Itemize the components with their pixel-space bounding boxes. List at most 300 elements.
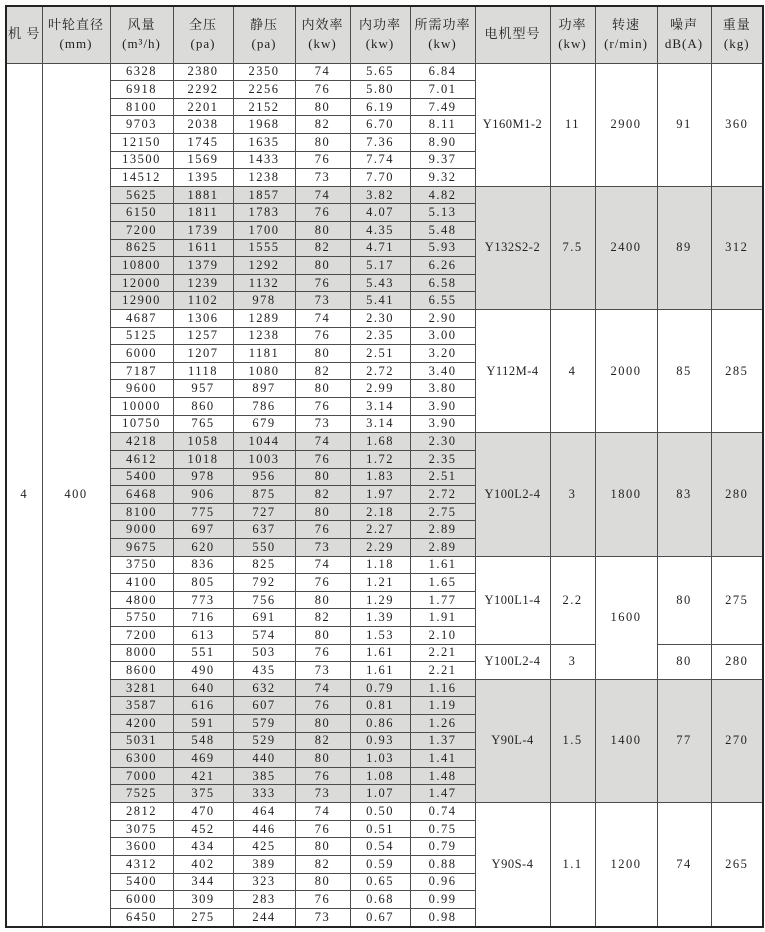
internal-power-cell: 0.59 (350, 855, 410, 873)
total-pressure-cell: 1018 (173, 450, 233, 468)
internal-efficiency-cell: 80 (295, 221, 350, 239)
static-pressure-cell: 574 (233, 627, 295, 645)
internal-efficiency-cell: 76 (295, 891, 350, 909)
noise-cell: 89 (657, 186, 711, 309)
static-pressure-cell: 244 (233, 908, 295, 927)
static-pressure-cell: 550 (233, 538, 295, 556)
required-power-cell: 8.90 (410, 133, 475, 151)
air-volume-cell: 5400 (110, 468, 173, 486)
total-pressure-cell: 765 (173, 415, 233, 433)
air-volume-cell: 8000 (110, 644, 173, 662)
col-header-impeller-diameter (42, 6, 110, 63)
total-pressure-cell: 2380 (173, 63, 233, 81)
col-header-unit: (mm) (59, 35, 93, 51)
air-volume-cell: 9000 (110, 521, 173, 539)
static-pressure-cell: 1181 (233, 345, 295, 363)
air-volume-cell: 12000 (110, 274, 173, 292)
internal-efficiency-cell: 80 (295, 257, 350, 275)
required-power-cell: 2.89 (410, 521, 475, 539)
header-row (6, 6, 763, 63)
static-pressure-cell: 425 (233, 838, 295, 856)
required-power-cell: 1.16 (410, 679, 475, 697)
static-pressure-cell: 2256 (233, 81, 295, 99)
static-pressure-cell: 1292 (233, 257, 295, 275)
col-header-internal-power (350, 6, 410, 63)
air-volume-cell: 3750 (110, 556, 173, 574)
static-pressure-cell: 632 (233, 679, 295, 697)
required-power-cell: 1.65 (410, 574, 475, 592)
required-power-cell: 1.37 (410, 732, 475, 750)
internal-efficiency-cell: 74 (295, 63, 350, 81)
noise-cell: 91 (657, 63, 711, 186)
total-pressure-cell: 1379 (173, 257, 233, 275)
weight-cell: 280 (711, 644, 763, 679)
internal-power-cell: 0.93 (350, 732, 410, 750)
table-header (6, 6, 763, 63)
static-pressure-cell: 1783 (233, 204, 295, 222)
motor-model-cell: Y112M-4 (475, 310, 550, 433)
internal-efficiency-cell: 76 (295, 204, 350, 222)
air-volume-cell: 9703 (110, 116, 173, 134)
air-volume-cell: 14512 (110, 169, 173, 187)
table-row (6, 433, 763, 451)
col-header-total-pressure (173, 6, 233, 63)
internal-power-cell: 1.68 (350, 433, 410, 451)
air-volume-cell: 5400 (110, 873, 173, 891)
static-pressure-cell: 579 (233, 715, 295, 733)
internal-power-cell: 2.27 (350, 521, 410, 539)
air-volume-cell: 7000 (110, 767, 173, 785)
internal-power-cell: 7.74 (350, 151, 410, 169)
static-pressure-cell: 607 (233, 697, 295, 715)
required-power-cell: 2.90 (410, 310, 475, 328)
total-pressure-cell: 1257 (173, 327, 233, 345)
static-pressure-cell: 1238 (233, 327, 295, 345)
weight-cell: 312 (711, 186, 763, 309)
internal-power-cell: 0.50 (350, 803, 410, 821)
motor-power-cell: 3 (550, 433, 595, 556)
internal-efficiency-cell: 76 (295, 820, 350, 838)
col-header-unit: (m³/h) (122, 35, 161, 51)
air-volume-cell: 4200 (110, 715, 173, 733)
required-power-cell: 2.35 (410, 450, 475, 468)
internal-power-cell: 7.36 (350, 133, 410, 151)
required-power-cell: 6.84 (410, 63, 475, 81)
table-row (6, 186, 763, 204)
col-header-unit: (kg) (723, 35, 750, 51)
internal-efficiency-cell: 76 (295, 81, 350, 99)
internal-power-cell: 6.70 (350, 116, 410, 134)
static-pressure-cell: 446 (233, 820, 295, 838)
internal-power-cell: 1.03 (350, 750, 410, 768)
col-header-label: 叶轮直径 (47, 16, 104, 32)
motor-model-cell: Y160M1-2 (475, 63, 550, 186)
static-pressure-cell: 727 (233, 503, 295, 521)
internal-power-cell: 0.86 (350, 715, 410, 733)
table-row (6, 310, 763, 328)
internal-power-cell: 7.70 (350, 169, 410, 187)
total-pressure-cell: 591 (173, 715, 233, 733)
internal-efficiency-cell: 73 (295, 908, 350, 927)
total-pressure-cell: 697 (173, 521, 233, 539)
required-power-cell: 2.30 (410, 433, 475, 451)
static-pressure-cell: 691 (233, 609, 295, 627)
internal-efficiency-cell: 73 (295, 169, 350, 187)
total-pressure-cell: 775 (173, 503, 233, 521)
internal-efficiency-cell: 73 (295, 785, 350, 803)
required-power-cell: 0.96 (410, 873, 475, 891)
internal-power-cell: 0.54 (350, 838, 410, 856)
air-volume-cell: 9600 (110, 380, 173, 398)
total-pressure-cell: 470 (173, 803, 233, 821)
internal-efficiency-cell: 80 (295, 838, 350, 856)
noise-cell: 80 (657, 644, 711, 679)
total-pressure-cell: 860 (173, 398, 233, 416)
internal-efficiency-cell: 80 (295, 873, 350, 891)
col-header-unit: (kw) (308, 35, 337, 51)
table-body (6, 63, 763, 927)
weight-cell: 265 (711, 803, 763, 927)
internal-power-cell: 4.35 (350, 221, 410, 239)
total-pressure-cell: 434 (173, 838, 233, 856)
noise-cell: 83 (657, 433, 711, 556)
total-pressure-cell: 1118 (173, 362, 233, 380)
static-pressure-cell: 956 (233, 468, 295, 486)
required-power-cell: 0.99 (410, 891, 475, 909)
total-pressure-cell: 402 (173, 855, 233, 873)
internal-power-cell: 2.18 (350, 503, 410, 521)
static-pressure-cell: 679 (233, 415, 295, 433)
total-pressure-cell: 805 (173, 574, 233, 592)
total-pressure-cell: 469 (173, 750, 233, 768)
motor-speed-cell: 2900 (595, 63, 657, 186)
air-volume-cell: 13500 (110, 151, 173, 169)
static-pressure-cell: 978 (233, 292, 295, 310)
total-pressure-cell: 1745 (173, 133, 233, 151)
required-power-cell: 4.82 (410, 186, 475, 204)
air-volume-cell: 12150 (110, 133, 173, 151)
air-volume-cell: 4100 (110, 574, 173, 592)
internal-efficiency-cell: 76 (295, 574, 350, 592)
internal-power-cell: 2.35 (350, 327, 410, 345)
required-power-cell: 2.10 (410, 627, 475, 645)
required-power-cell: 5.48 (410, 221, 475, 239)
col-header-static-pressure (233, 6, 295, 63)
air-volume-cell: 6300 (110, 750, 173, 768)
required-power-cell: 2.21 (410, 644, 475, 662)
required-power-cell: 6.26 (410, 257, 475, 275)
internal-power-cell: 1.08 (350, 767, 410, 785)
air-volume-cell: 12900 (110, 292, 173, 310)
static-pressure-cell: 1433 (233, 151, 295, 169)
col-header-label: 转速 (611, 16, 640, 32)
air-volume-cell: 8600 (110, 662, 173, 680)
motor-model-cell: Y90L-4 (475, 679, 550, 802)
air-volume-cell: 8100 (110, 503, 173, 521)
static-pressure-cell: 1132 (233, 274, 295, 292)
air-volume-cell: 5625 (110, 186, 173, 204)
col-header-label: 重量 (722, 16, 751, 32)
internal-power-cell: 0.79 (350, 679, 410, 697)
air-volume-cell: 6150 (110, 204, 173, 222)
table-row (6, 679, 763, 697)
air-volume-cell: 10800 (110, 257, 173, 275)
air-volume-cell: 6450 (110, 908, 173, 927)
air-volume-cell: 5031 (110, 732, 173, 750)
required-power-cell: 0.75 (410, 820, 475, 838)
air-volume-cell: 9675 (110, 538, 173, 556)
motor-power-cell: 7.5 (550, 186, 595, 309)
total-pressure-cell: 616 (173, 697, 233, 715)
static-pressure-cell: 435 (233, 662, 295, 680)
static-pressure-cell: 1003 (233, 450, 295, 468)
total-pressure-cell: 452 (173, 820, 233, 838)
col-header-label: 内效率 (301, 16, 344, 32)
motor-power-cell: 3 (550, 644, 595, 679)
internal-efficiency-cell: 80 (295, 591, 350, 609)
weight-cell: 270 (711, 679, 763, 802)
motor-power-cell: 11 (550, 63, 595, 186)
motor-model-cell: Y90S-4 (475, 803, 550, 927)
internal-efficiency-cell: 76 (295, 450, 350, 468)
total-pressure-cell: 490 (173, 662, 233, 680)
internal-power-cell: 1.61 (350, 662, 410, 680)
internal-power-cell: 1.97 (350, 486, 410, 504)
noise-cell: 85 (657, 310, 711, 433)
total-pressure-cell: 716 (173, 609, 233, 627)
required-power-cell: 2.21 (410, 662, 475, 680)
motor-model-cell: Y100L2-4 (475, 433, 550, 556)
total-pressure-cell: 309 (173, 891, 233, 909)
air-volume-cell: 7525 (110, 785, 173, 803)
total-pressure-cell: 275 (173, 908, 233, 927)
static-pressure-cell: 1044 (233, 433, 295, 451)
col-header-label: 机 号 (8, 26, 41, 42)
table-row (6, 556, 763, 574)
internal-power-cell: 5.65 (350, 63, 410, 81)
total-pressure-cell: 620 (173, 538, 233, 556)
required-power-cell: 7.49 (410, 98, 475, 116)
total-pressure-cell: 640 (173, 679, 233, 697)
static-pressure-cell: 385 (233, 767, 295, 785)
total-pressure-cell: 613 (173, 627, 233, 645)
col-header-label: 内功率 (358, 16, 401, 32)
internal-efficiency-cell: 74 (295, 556, 350, 574)
internal-efficiency-cell: 76 (295, 398, 350, 416)
air-volume-cell: 6468 (110, 486, 173, 504)
col-header-machine-no (6, 6, 42, 63)
motor-model-cell: Y100L1-4 (475, 556, 550, 644)
total-pressure-cell: 421 (173, 767, 233, 785)
required-power-cell: 1.91 (410, 609, 475, 627)
motor-power-cell: 4 (550, 310, 595, 433)
col-header-label: 功率 (558, 16, 587, 32)
static-pressure-cell: 323 (233, 873, 295, 891)
internal-power-cell: 3.14 (350, 398, 410, 416)
static-pressure-cell: 1238 (233, 169, 295, 187)
air-volume-cell: 5750 (110, 609, 173, 627)
motor-speed-cell: 1400 (595, 679, 657, 802)
total-pressure-cell: 906 (173, 486, 233, 504)
required-power-cell: 1.47 (410, 785, 475, 803)
internal-power-cell: 6.19 (350, 98, 410, 116)
internal-efficiency-cell: 74 (295, 679, 350, 697)
internal-efficiency-cell: 74 (295, 186, 350, 204)
internal-efficiency-cell: 74 (295, 803, 350, 821)
internal-efficiency-cell: 74 (295, 433, 350, 451)
col-header-label: 全压 (188, 16, 217, 32)
motor-model-cell: Y132S2-2 (475, 186, 550, 309)
required-power-cell: 9.37 (410, 151, 475, 169)
total-pressure-cell: 1239 (173, 274, 233, 292)
static-pressure-cell: 1555 (233, 239, 295, 257)
required-power-cell: 1.26 (410, 715, 475, 733)
internal-efficiency-cell: 73 (295, 292, 350, 310)
static-pressure-cell: 464 (233, 803, 295, 821)
col-header-unit: (kw) (428, 35, 457, 51)
internal-power-cell: 1.07 (350, 785, 410, 803)
required-power-cell: 3.20 (410, 345, 475, 363)
total-pressure-cell: 978 (173, 468, 233, 486)
table-row (6, 63, 763, 81)
internal-efficiency-cell: 73 (295, 662, 350, 680)
internal-efficiency-cell: 76 (295, 767, 350, 785)
total-pressure-cell: 957 (173, 380, 233, 398)
static-pressure-cell: 825 (233, 556, 295, 574)
internal-power-cell: 4.07 (350, 204, 410, 222)
col-header-label: 所需功率 (414, 16, 471, 32)
static-pressure-cell: 637 (233, 521, 295, 539)
internal-power-cell: 1.39 (350, 609, 410, 627)
air-volume-cell: 4612 (110, 450, 173, 468)
internal-efficiency-cell: 80 (295, 133, 350, 151)
static-pressure-cell: 440 (233, 750, 295, 768)
air-volume-cell: 3587 (110, 697, 173, 715)
internal-efficiency-cell: 82 (295, 486, 350, 504)
static-pressure-cell: 1080 (233, 362, 295, 380)
air-volume-cell: 4312 (110, 855, 173, 873)
total-pressure-cell: 2292 (173, 81, 233, 99)
air-volume-cell: 6000 (110, 891, 173, 909)
required-power-cell: 2.72 (410, 486, 475, 504)
total-pressure-cell: 1207 (173, 345, 233, 363)
internal-efficiency-cell: 80 (295, 627, 350, 645)
total-pressure-cell: 344 (173, 873, 233, 891)
col-header-motor-model (475, 6, 550, 63)
required-power-cell: 3.90 (410, 398, 475, 416)
required-power-cell: 5.93 (410, 239, 475, 257)
required-power-cell: 0.74 (410, 803, 475, 821)
impeller-diameter-cell: 400 (42, 63, 110, 927)
total-pressure-cell: 1811 (173, 204, 233, 222)
col-header-required-power (410, 6, 475, 63)
internal-power-cell: 3.14 (350, 415, 410, 433)
required-power-cell: 0.98 (410, 908, 475, 927)
internal-power-cell: 0.51 (350, 820, 410, 838)
air-volume-cell: 8625 (110, 239, 173, 257)
static-pressure-cell: 786 (233, 398, 295, 416)
col-header-speed (595, 6, 657, 63)
motor-power-cell: 1.1 (550, 803, 595, 927)
internal-efficiency-cell: 80 (295, 750, 350, 768)
air-volume-cell: 3075 (110, 820, 173, 838)
internal-efficiency-cell: 82 (295, 239, 350, 257)
machine-no-cell: 4 (6, 63, 42, 927)
static-pressure-cell: 1968 (233, 116, 295, 134)
static-pressure-cell: 1635 (233, 133, 295, 151)
air-volume-cell: 7200 (110, 627, 173, 645)
static-pressure-cell: 1857 (233, 186, 295, 204)
static-pressure-cell: 897 (233, 380, 295, 398)
static-pressure-cell: 756 (233, 591, 295, 609)
internal-power-cell: 3.82 (350, 186, 410, 204)
col-header-air-volume (110, 6, 173, 63)
col-header-unit: (pa) (190, 35, 216, 51)
internal-power-cell: 2.51 (350, 345, 410, 363)
internal-power-cell: 1.83 (350, 468, 410, 486)
internal-efficiency-cell: 80 (295, 503, 350, 521)
air-volume-cell: 5125 (110, 327, 173, 345)
internal-efficiency-cell: 73 (295, 538, 350, 556)
col-header-label: 噪声 (669, 16, 698, 32)
static-pressure-cell: 2350 (233, 63, 295, 81)
air-volume-cell: 4800 (110, 591, 173, 609)
internal-power-cell: 5.80 (350, 81, 410, 99)
table-row (6, 803, 763, 821)
motor-speed-cell: 1600 (595, 556, 657, 679)
required-power-cell: 5.13 (410, 204, 475, 222)
internal-power-cell: 0.81 (350, 697, 410, 715)
col-header-weight (711, 6, 763, 63)
internal-power-cell: 1.61 (350, 644, 410, 662)
air-volume-cell: 10750 (110, 415, 173, 433)
col-header-noise (657, 6, 711, 63)
internal-power-cell: 2.29 (350, 538, 410, 556)
total-pressure-cell: 1569 (173, 151, 233, 169)
total-pressure-cell: 836 (173, 556, 233, 574)
col-header-unit: dB(A) (664, 35, 704, 51)
total-pressure-cell: 1739 (173, 221, 233, 239)
internal-power-cell: 5.43 (350, 274, 410, 292)
air-volume-cell: 6918 (110, 81, 173, 99)
internal-efficiency-cell: 80 (295, 468, 350, 486)
required-power-cell: 3.90 (410, 415, 475, 433)
air-volume-cell: 7200 (110, 221, 173, 239)
static-pressure-cell: 503 (233, 644, 295, 662)
motor-speed-cell: 2400 (595, 186, 657, 309)
required-power-cell: 1.41 (410, 750, 475, 768)
required-power-cell: 9.32 (410, 169, 475, 187)
internal-power-cell: 2.72 (350, 362, 410, 380)
air-volume-cell: 10000 (110, 398, 173, 416)
total-pressure-cell: 1102 (173, 292, 233, 310)
total-pressure-cell: 1395 (173, 169, 233, 187)
total-pressure-cell: 551 (173, 644, 233, 662)
internal-efficiency-cell: 76 (295, 151, 350, 169)
required-power-cell: 2.75 (410, 503, 475, 521)
weight-cell: 285 (711, 310, 763, 433)
static-pressure-cell: 1700 (233, 221, 295, 239)
required-power-cell: 0.88 (410, 855, 475, 873)
required-power-cell: 3.80 (410, 380, 475, 398)
internal-power-cell: 2.30 (350, 310, 410, 328)
required-power-cell: 0.79 (410, 838, 475, 856)
total-pressure-cell: 1306 (173, 310, 233, 328)
air-volume-cell: 6000 (110, 345, 173, 363)
internal-efficiency-cell: 73 (295, 415, 350, 433)
internal-power-cell: 0.65 (350, 873, 410, 891)
internal-efficiency-cell: 76 (295, 327, 350, 345)
